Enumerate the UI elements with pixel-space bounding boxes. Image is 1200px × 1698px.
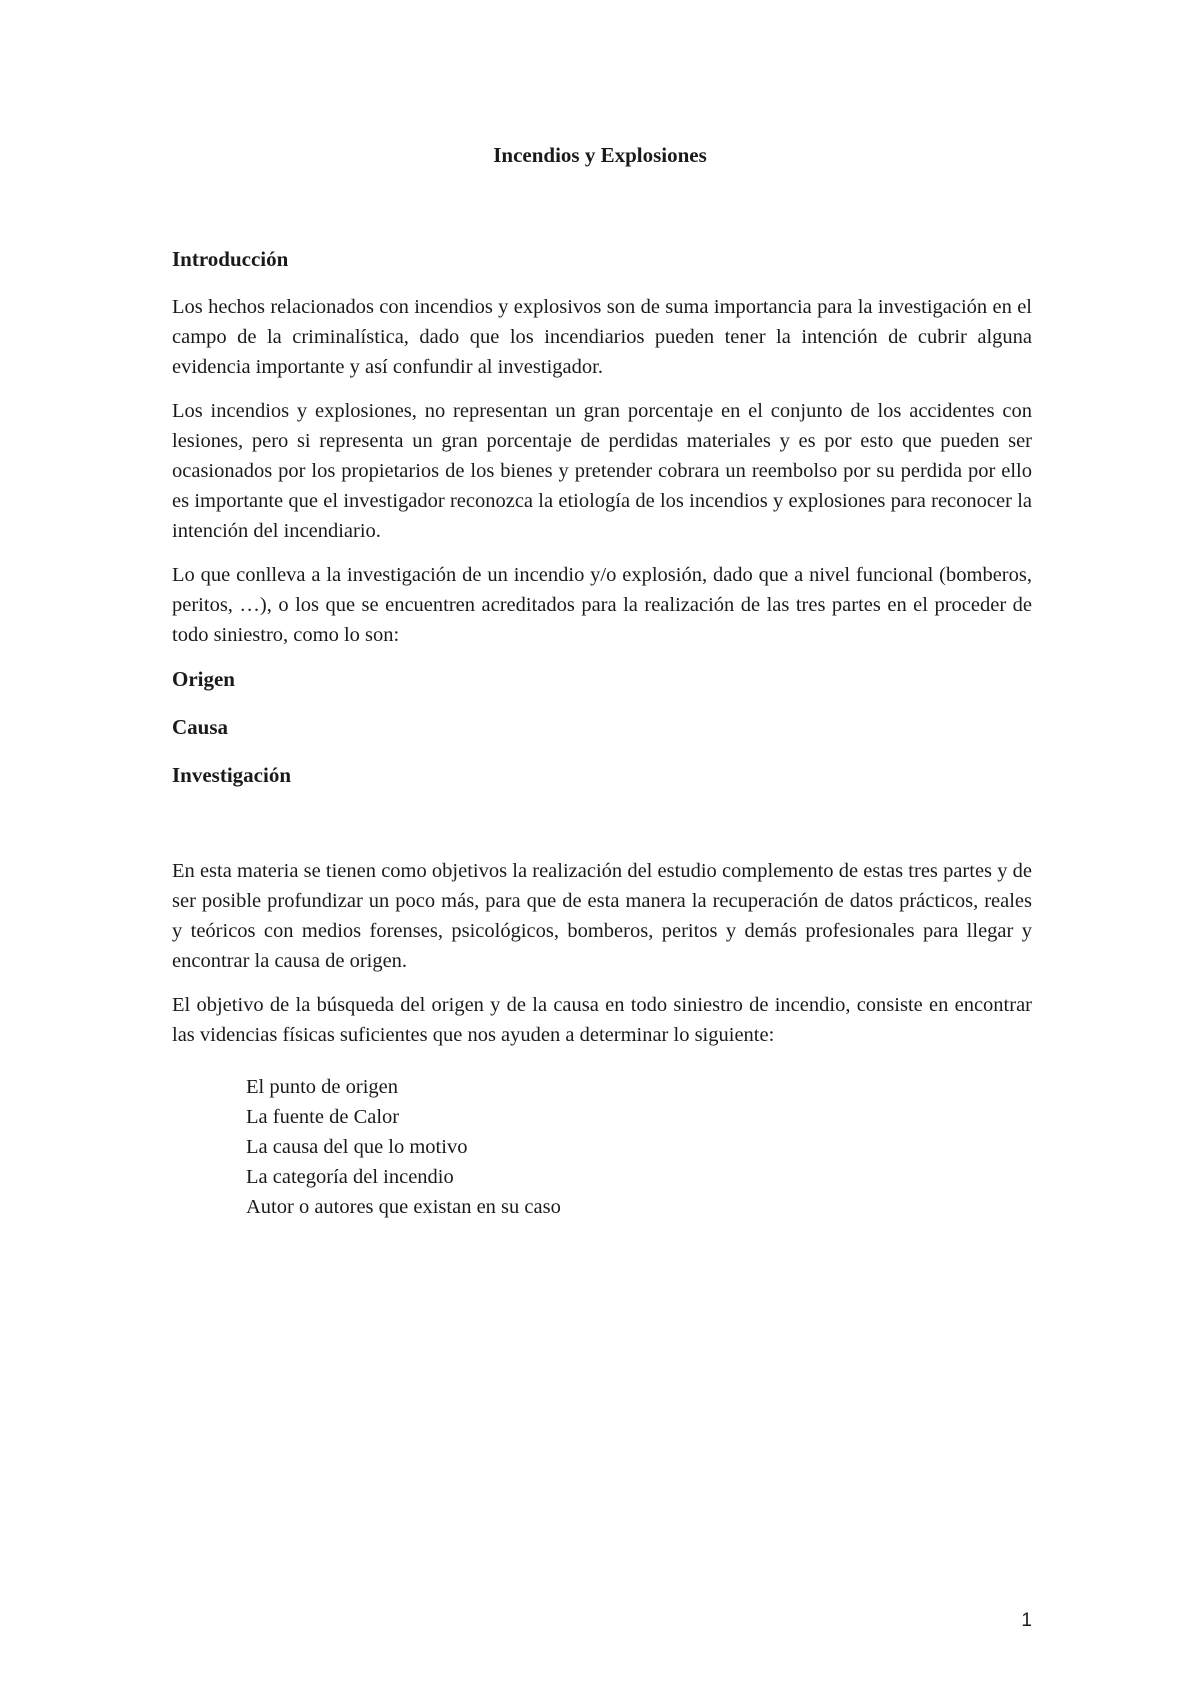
paragraph: En esta materia se tienen como objetivos la realización del estudio complemento de estas tres partes y de ser posible profundizar un poco más, para que de esta manera la recuperación de datos prácticos, reales y teóricos con medios forenses, psicológicos, bomberos, peritos y demás profesionales para llegar y encontrar la causa de origen.: [172, 860, 1032, 972]
list-item: Autor o autores que existan en su caso: [246, 1196, 561, 1218]
part-investigacion: Investigación: [172, 763, 292, 787]
paragraph: El objetivo de la búsqueda del origen y de la causa en todo siniestro de incendio, consiste en encontrar las videncias físicas suficientes que nos ayuden a determinar lo siguiente:: [172, 994, 1032, 1046]
part-causa: Causa: [172, 715, 229, 739]
paragraph: Lo que conlleva a la investigación de un incendio y/o explosión, dado que a nivel funcional (bomberos, peritos, …), o los que se encuentren acreditados para la realización de las tres partes en el proceder de todo siniestro, como lo son:: [172, 564, 1032, 646]
document-title: Incendios y Explosiones: [493, 143, 707, 167]
list-item: El punto de origen: [246, 1076, 399, 1098]
list-item: La causa del que lo motivo: [246, 1136, 468, 1158]
section-heading-introduccion: Introducción: [172, 247, 289, 271]
paragraph: Los incendios y explosiones, no representan un gran porcentaje en el conjunto de los accidentes con lesiones, pero si representa un gran porcentaje de perdidas materiales y es por esto que pueden ser ocasionados por los propietarios de los bienes y pretender cobrara un reembolso por su perdida por ello es importante que el investigador reconozca la etiología de los incendios y explosiones para reconocer la intención del incendiario.: [172, 400, 1032, 542]
document-body: [172, 244, 1032, 1222]
part-origen: Origen: [172, 667, 235, 691]
spacer: [172, 808, 1032, 856]
page-number: 1: [1021, 1610, 1032, 1631]
list-item: La fuente de Calor: [246, 1106, 400, 1128]
paragraph: Los hechos relacionados con incendios y explosivos son de suma importancia para la investigación en el campo de la criminalística, dado que los incendiarios pueden tener la intención de cubrir alguna evidencia importante y así confundir al investigador.: [172, 296, 1032, 378]
list-item: La categoría del incendio: [246, 1166, 454, 1188]
determination-list: [172, 1072, 1032, 1222]
